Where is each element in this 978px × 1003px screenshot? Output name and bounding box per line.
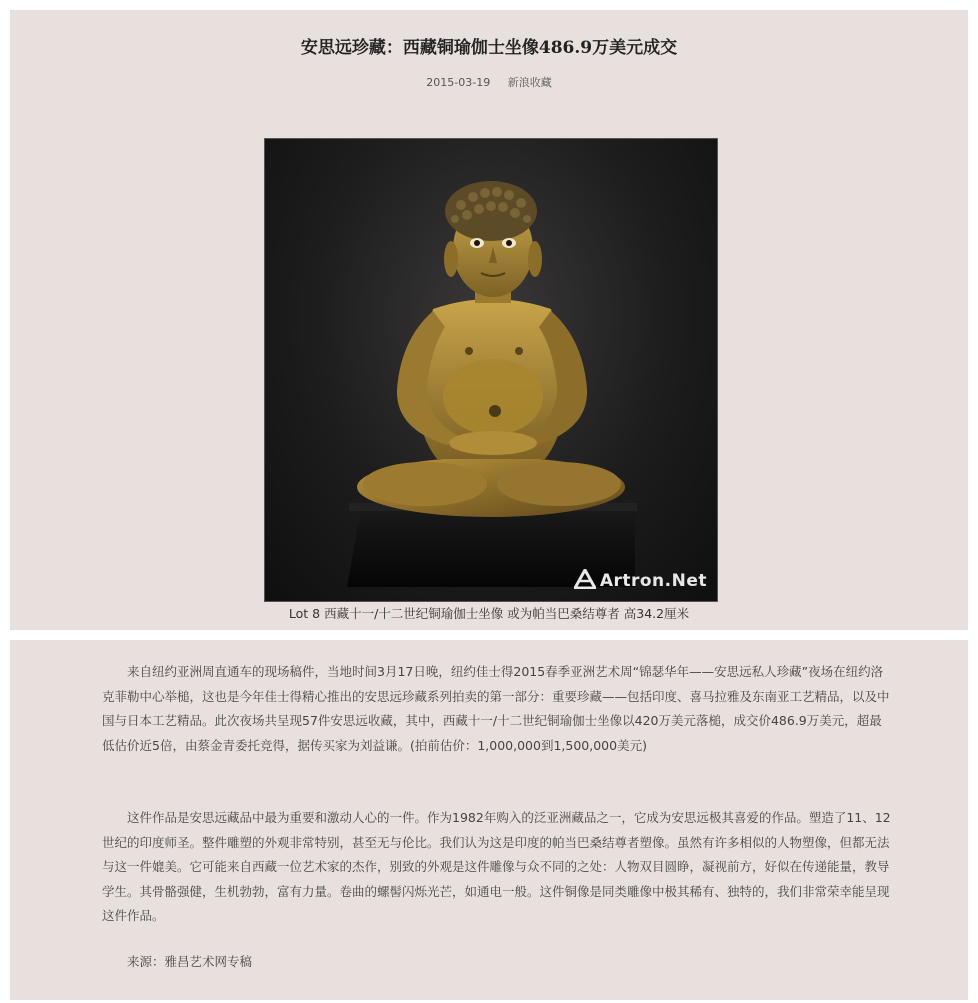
source-label: 新浪收藏 (507, 76, 552, 89)
article-body-panel (10, 640, 968, 1000)
article-header-panel (10, 10, 968, 630)
paragraph-auction-report: 来自纽约亚洲周直通车的现场稿件，当地时间3月17日晚，纽约佳士得2015春季亚洲艺术周“锦瑟华年——安思远私人珍藏”夜场在纽约洛克菲勒中心举槌，这也是今年佳士得精心推出的安思远珍藏系列拍卖的第一部分：重要珍藏——包括印度、喜马拉雅及东南亚工艺精品，以及中国与日本工艺精品。此次夜场共呈现57件安思远收藏，其中，西藏十一/十二世纪铜瑜伽士坐像以420万美元落槌，成交价486.9万美元，超最低估价近5倍，由蔡金青委托竞得，据传买家为刘益谦。(拍前估价：1,000,000到1,500,000美元) (102, 664, 890, 753)
image-caption: Lot 8 西藏十一/十二世纪铜瑜伽士坐像 或为帕当巴桑结尊者 高34.2厘米 (288, 606, 690, 621)
article-title: 安思远珍藏：西藏铜瑜伽士坐像486.9万美元成交 (300, 38, 678, 58)
paragraph-artwork-description: 这件作品是安思远藏品中最为重要和激动人心的一件。作为1982年购入的泛亚洲藏品之一，它成为安思远极其喜爱的作品。塑造了11、12世纪的印度师圣。整件雕塑的外观非常特别，甚至无与伦比。我们认为这是印度的帕当巴桑结尊者塑像。虽然有许多相似的人物塑像，但都无法与这一件媲美。它可能来自西藏一位艺术家的杰作，别致的外观是这件雕像与众不同的之处：人物双目圆睁，凝视前方，好似在传递能量，教导学生。其骨骼强健，生机勃勃，富有力量。卷曲的螺髻闪烁光芒，如通电一般。这件铜像是同类雕像中极其稀有、独特的，我们非常荣幸能呈现这件作品。 (102, 810, 891, 923)
statue-photo (264, 138, 718, 602)
watermark (574, 569, 707, 593)
publish-date: 2015-03-19 (426, 76, 491, 89)
statue-illustration (265, 139, 717, 601)
watermark-text: Artron.Net (599, 571, 707, 591)
paragraph-source: 来源：雅昌艺术网专稿 (127, 954, 253, 969)
article-meta (10, 74, 968, 90)
artron-logo-icon (574, 569, 596, 593)
